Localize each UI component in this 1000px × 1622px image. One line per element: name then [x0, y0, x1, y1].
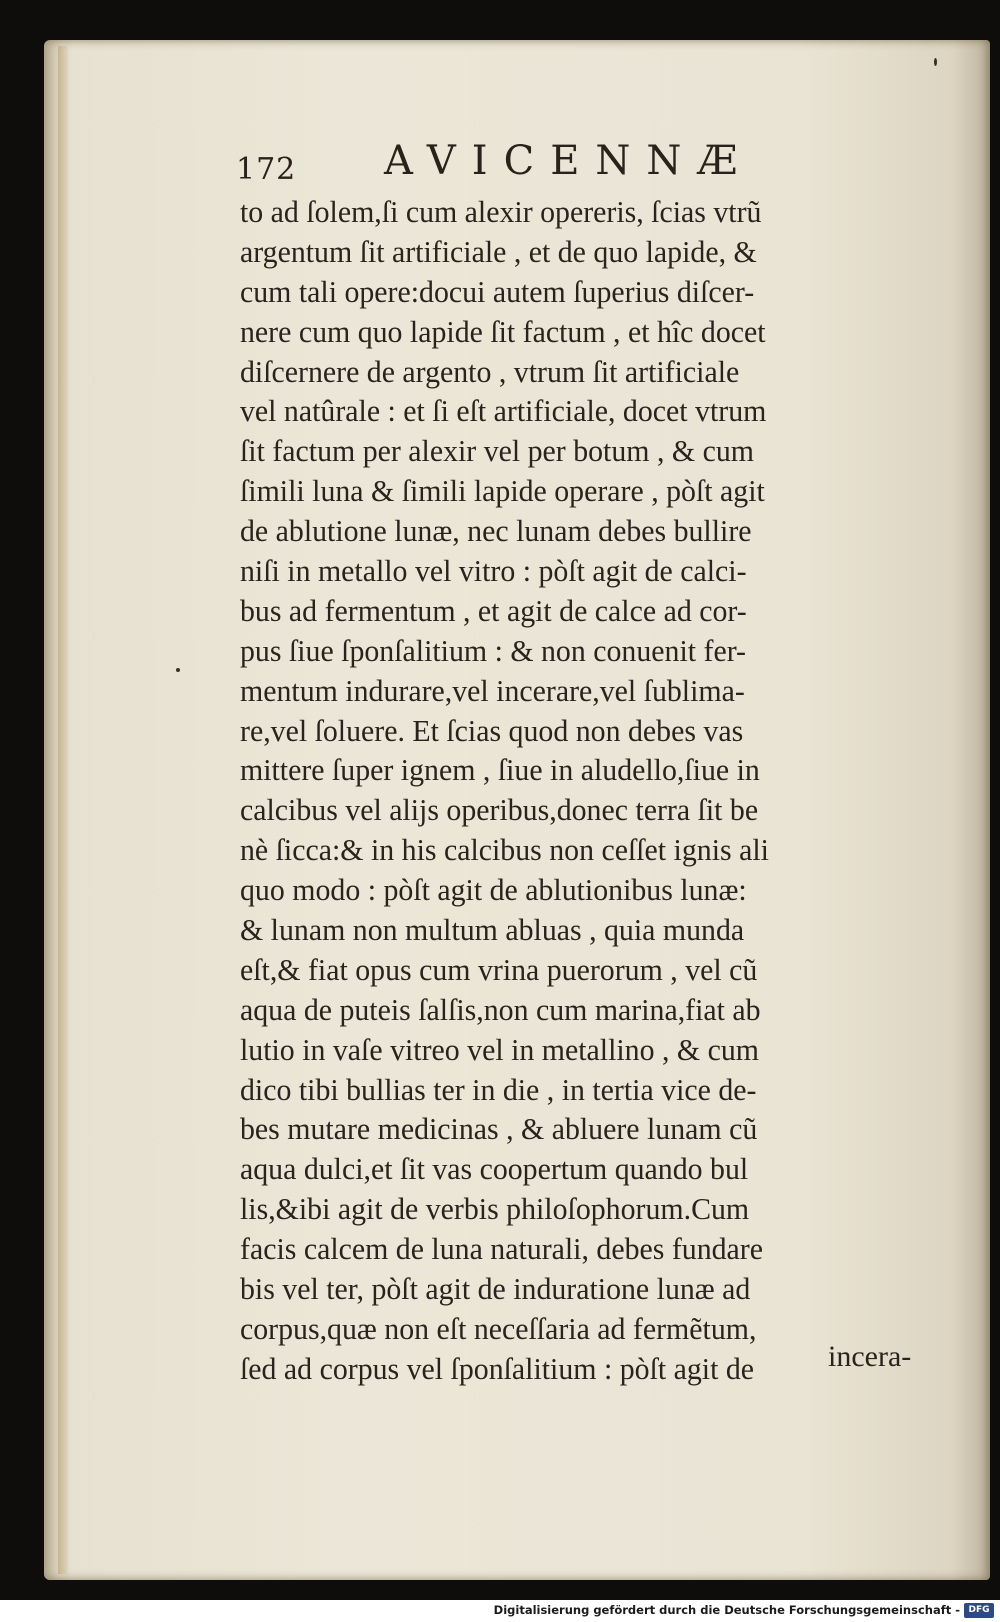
text-line: nere cum quo lapide ſit factum , et hîc docet [240, 313, 766, 349]
running-head: AVICENNÆ [384, 138, 754, 184]
footer-credit: Digitalisierung gefördert durch die Deutsche Forschungsgemeinschaft - [493, 1603, 960, 1617]
text-line: quo modo : pòſt agit de ablutionibus lunæ: [240, 872, 747, 908]
page-header [236, 138, 856, 188]
text-line: pus ſiue ſponſalitium : & non conuenit fer- [240, 632, 746, 668]
body-text [240, 192, 910, 1389]
text-line: & lunam non multum abluas , quia munda [240, 912, 745, 948]
ink-speck [934, 58, 937, 66]
text-line: niſi in metallo vel vitro : pòſt agit de calci- [240, 553, 747, 589]
text-line: calcibus vel alijs operibus,donec terra ſit be [240, 792, 759, 828]
page-number: 172 [236, 152, 297, 187]
page-gutter-shadow [58, 46, 68, 1574]
text-line: ſed ad corpus vel ſponſalitium : pòſt agit de [240, 1350, 755, 1386]
text-line: to ad ſolem,ſi cum alexir opereris, ſcias vtrũ [240, 194, 762, 229]
text-line: bes mutare medicinas , & abluere lunam cũ [240, 1111, 758, 1147]
footer-strip [0, 1600, 1000, 1622]
text-line: eſt,& fiat opus cum vrina puerorum , vel cũ [240, 951, 758, 987]
text-line: de ablutione lunæ, nec lunam debes bullire [240, 513, 752, 549]
text-line: aqua dulci,et ſit vas coopertum quando bul [240, 1151, 749, 1187]
text-line: lutio in vaſe vitreo vel in metallino , & cum [240, 1031, 760, 1067]
text-line: cum tali opere:docui autem ſuperius diſcer- [240, 273, 755, 309]
text-line: mentum indurare,vel incerare,vel ſublima- [240, 672, 745, 708]
text-line: facis calcem de luna naturali, debes fundare [240, 1231, 763, 1267]
text-line: mittere ſuper ignem , ſiue in aludello,ſiue in [240, 752, 760, 788]
text-line: aqua de puteis ſalſis,non cum marina,fiat ab [240, 991, 761, 1027]
text-line: ſit factum per alexir vel per botum , & cum [240, 433, 754, 469]
text-line: nè ſicca:& in his calcibus non ceſſet ignis ali [240, 832, 769, 868]
text-line: lis,&ibi agit de verbis philoſophorum.Cum [240, 1191, 750, 1227]
text-line: bus ad fermentum , et agit de calce ad cor- [240, 592, 747, 628]
text-line: ſimili luna & ſimili lapide operare , pòſt agit [240, 473, 765, 509]
text-line: diſcernere de argento , vtrum ſit artificiale [240, 353, 740, 389]
dfg-logo: DFG [964, 1603, 994, 1618]
catchword: incera- [828, 1340, 912, 1373]
ink-speck [176, 668, 180, 672]
text-line: argentum ſit artificiale , et de quo lapide, & [240, 233, 757, 269]
text-line: bis vel ter, pòſt agit de induratione lunæ ad [240, 1271, 751, 1307]
text-line: vel natûrale : et ſi eſt artificiale, docet vtrum [240, 393, 767, 429]
text-line: dico tibi bullias ter in die , in tertia vice de- [240, 1071, 757, 1107]
text-line: corpus,quæ non eſt neceſſaria ad fermẽtum, [240, 1310, 757, 1346]
text-line: re,vel ſoluere. Et ſcias quod non debes vas [240, 712, 744, 748]
